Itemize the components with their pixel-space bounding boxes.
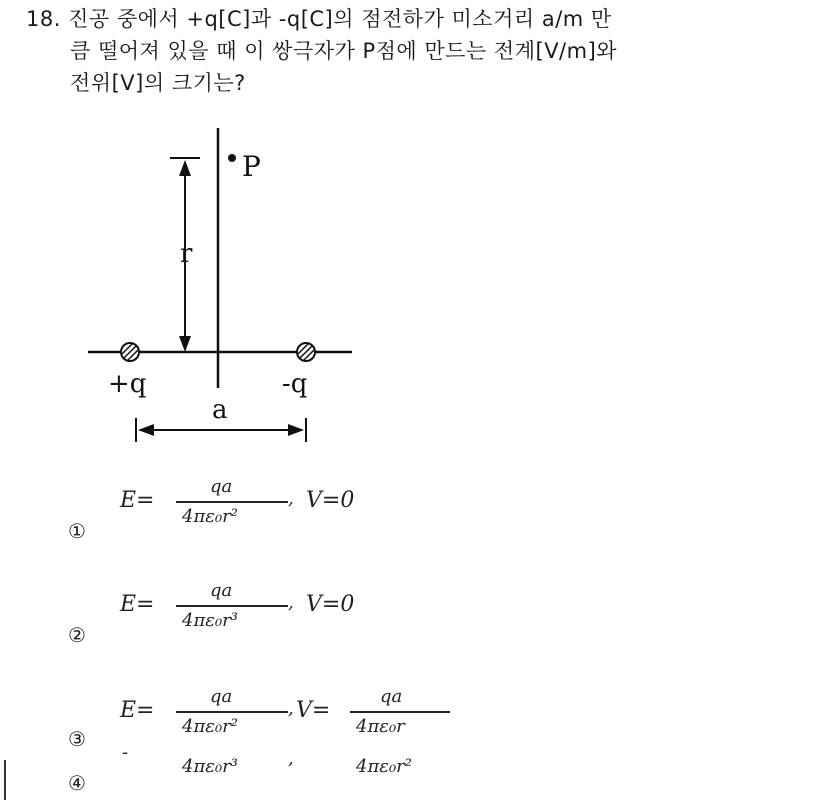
option-1-e-fraction-bar bbox=[176, 501, 288, 503]
plus-q-label: +q bbox=[108, 369, 147, 399]
question-line-2: 큼 떨어져 있을 때 이 쌍극자가 P점에 만드는 전계[V/m]와 bbox=[70, 39, 618, 63]
option-2-number[interactable]: ② bbox=[68, 623, 86, 647]
option-2-e-denominator: 4πε₀r³ bbox=[182, 610, 238, 631]
option-1-comma: , bbox=[288, 488, 294, 509]
question-line-1: 18. 진공 중에서 +q[C]과 -q[C]의 점전하가 미소거리 a/m 만 bbox=[26, 7, 612, 31]
option-4-e-denominator: 4πε₀r³ bbox=[182, 756, 238, 777]
option-4-v-denominator: 4πε₀r² bbox=[356, 756, 412, 777]
option-3-e-numerator: qa bbox=[210, 686, 233, 707]
a-arrow-right bbox=[288, 424, 304, 436]
plus-charge-symbol bbox=[121, 343, 139, 361]
option-3-e-fraction-bar bbox=[176, 711, 288, 713]
minus-charge-symbol bbox=[297, 343, 315, 361]
option-3-v-fraction-bar bbox=[350, 711, 450, 713]
option-3-v-numerator: qa bbox=[380, 686, 403, 707]
option-1-number[interactable]: ① bbox=[68, 519, 86, 543]
option-4-e-cut-mark: - bbox=[122, 742, 129, 763]
question-line-3: 전위[V]의 크기는? bbox=[70, 71, 246, 95]
option-3-comma: , bbox=[288, 698, 294, 719]
option-4-comma: , bbox=[288, 748, 294, 769]
option-3-e-denominator: 4πε₀r² bbox=[182, 716, 238, 737]
option-2-e-lhs: E= bbox=[120, 592, 155, 617]
option-1-e-denominator: 4πε₀r² bbox=[182, 506, 238, 527]
point-p-label: P bbox=[242, 150, 261, 183]
point-p-dot bbox=[228, 154, 236, 162]
option-3-number[interactable]: ③ bbox=[68, 727, 86, 751]
option-2-e-fraction-bar bbox=[176, 605, 288, 607]
a-label: a bbox=[212, 395, 228, 425]
r-arrow-down bbox=[179, 336, 191, 352]
option-2-comma: , bbox=[288, 592, 294, 613]
r-arrow-up bbox=[179, 160, 191, 176]
option-2-v-text: V=0 bbox=[306, 592, 355, 617]
r-label: r bbox=[180, 239, 193, 269]
option-3-v-denominator: 4πε₀r bbox=[356, 716, 405, 737]
minus-q-label: -q bbox=[282, 369, 308, 399]
option-1-v-text: V=0 bbox=[306, 488, 355, 513]
option-3-e-lhs: E= bbox=[120, 698, 155, 723]
option-3-v-lhs: V= bbox=[296, 698, 331, 723]
option-1-e-numerator: qa bbox=[210, 476, 233, 497]
left-edge-border bbox=[4, 760, 6, 800]
option-2-e-numerator: qa bbox=[210, 580, 233, 601]
option-4-number[interactable]: ④ bbox=[68, 771, 86, 795]
option-1-e-lhs: E= bbox=[120, 488, 155, 513]
a-arrow-left bbox=[138, 424, 154, 436]
